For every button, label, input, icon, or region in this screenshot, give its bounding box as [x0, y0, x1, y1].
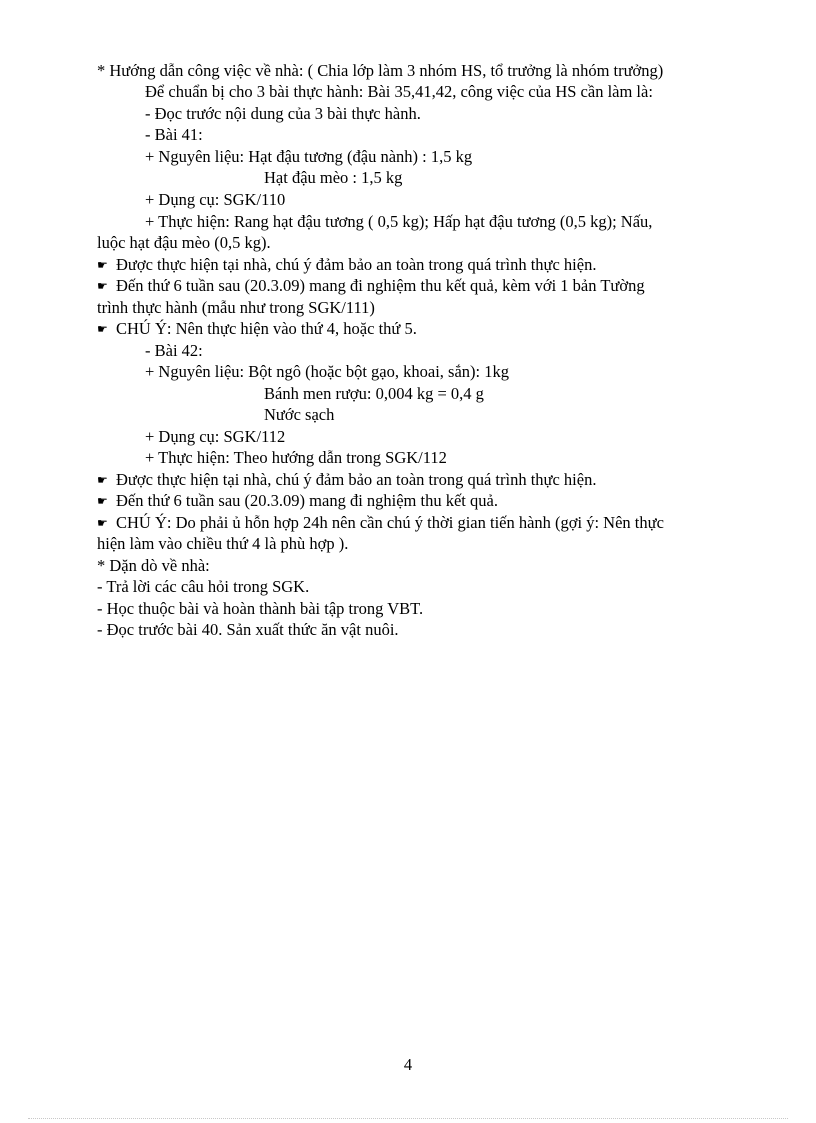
pointing-hand-icon: ☛ [97, 258, 108, 272]
lesson42-note-1: ☛ Được thực hiện tại nhà, chú ý đảm bảo an toàn trong quá trình thực hiện. [97, 469, 596, 492]
page-divider [28, 1118, 788, 1119]
lesson42-tools: + Dụng cụ: SGK/112 [145, 427, 286, 446]
read-ahead-line: - Đọc trước nội dung của 3 bài thực hành. [145, 104, 421, 123]
pointing-hand-icon: ☛ [97, 279, 108, 293]
homework-heading: * Hướng dẫn công việc về nhà: ( Chia lớp làm 3 nhóm HS, tổ trưởng là nhóm trưởng) [97, 61, 664, 80]
lesson42-materials-2: Bánh men rượu: 0,004 kg = 0,4 g [264, 384, 484, 403]
reminder-item: - Học thuộc bài và hoàn thành bài tập trong VBT. [97, 599, 424, 618]
lesson41-note-2-cont: trình thực hành (mẫu như trong SGK/111) [97, 298, 375, 317]
pointing-hand-icon: ☛ [97, 494, 108, 508]
reminder-item: - Trả lời các câu hỏi trong SGK. [97, 577, 310, 596]
pointing-hand-icon: ☛ [97, 473, 108, 487]
pointing-hand-icon: ☛ [97, 322, 108, 336]
lesson42-procedure: + Thực hiện: Theo hướng dẫn trong SGK/112 [145, 448, 447, 467]
lesson41-note-3: ☛ CHÚ Ý: Nên thực hiện vào thứ 4, hoặc thứ 5. [97, 318, 417, 341]
reminder-item: - Đọc trước bài 40. Sản xuất thức ăn vật nuôi. [97, 620, 399, 639]
lesson41-procedure-1: + Thực hiện: Rang hạt đậu tương ( 0,5 kg); Hấp hạt đậu tương (0,5 kg); Nấu, [145, 212, 653, 231]
lesson42-note-2: ☛ Đến thứ 6 tuần sau (20.3.09) mang đi nghiệm thu kết quả. [97, 490, 498, 513]
lesson41-materials-2: Hạt đậu mèo : 1,5 kg [264, 168, 403, 187]
page-number: 4 [403, 1055, 413, 1074]
homework-intro: Để chuẩn bị cho 3 bài thực hành: Bài 35,41,42, công việc của HS cần làm là: [145, 82, 653, 101]
lesson42-note-3-cont: hiện làm vào chiều thứ 4 là phù hợp ). [97, 534, 349, 553]
lesson42-title: - Bài 42: [145, 341, 203, 360]
lesson42-materials-3: Nước sạch [264, 405, 335, 424]
lesson41-note-1: ☛ Được thực hiện tại nhà, chú ý đảm bảo an toàn trong quá trình thực hiện. [97, 254, 596, 277]
lesson41-procedure-2: luộc hạt đậu mèo (0,5 kg). [97, 233, 271, 252]
lesson42-note-3: ☛ CHÚ Ý: Do phải ủ hỗn hợp 24h nên cần chú ý thời gian tiến hành (gợi ý: Nên thực [97, 512, 664, 535]
lesson41-title: - Bài 41: [145, 125, 203, 144]
reminders-heading: * Dặn dò về nhà: [97, 556, 210, 575]
lesson41-tools: + Dụng cụ: SGK/110 [145, 190, 286, 209]
lesson42-materials-1: + Nguyên liệu: Bột ngô (hoặc bột gạo, khoai, sắn): 1kg [145, 362, 509, 381]
lesson41-materials-1: + Nguyên liệu: Hạt đậu tương (đậu nành) : 1,5 kg [145, 147, 473, 166]
pointing-hand-icon: ☛ [97, 516, 108, 530]
lesson41-note-2: ☛ Đến thứ 6 tuần sau (20.3.09) mang đi nghiệm thu kết quả, kèm với 1 bản Tường [97, 275, 645, 298]
